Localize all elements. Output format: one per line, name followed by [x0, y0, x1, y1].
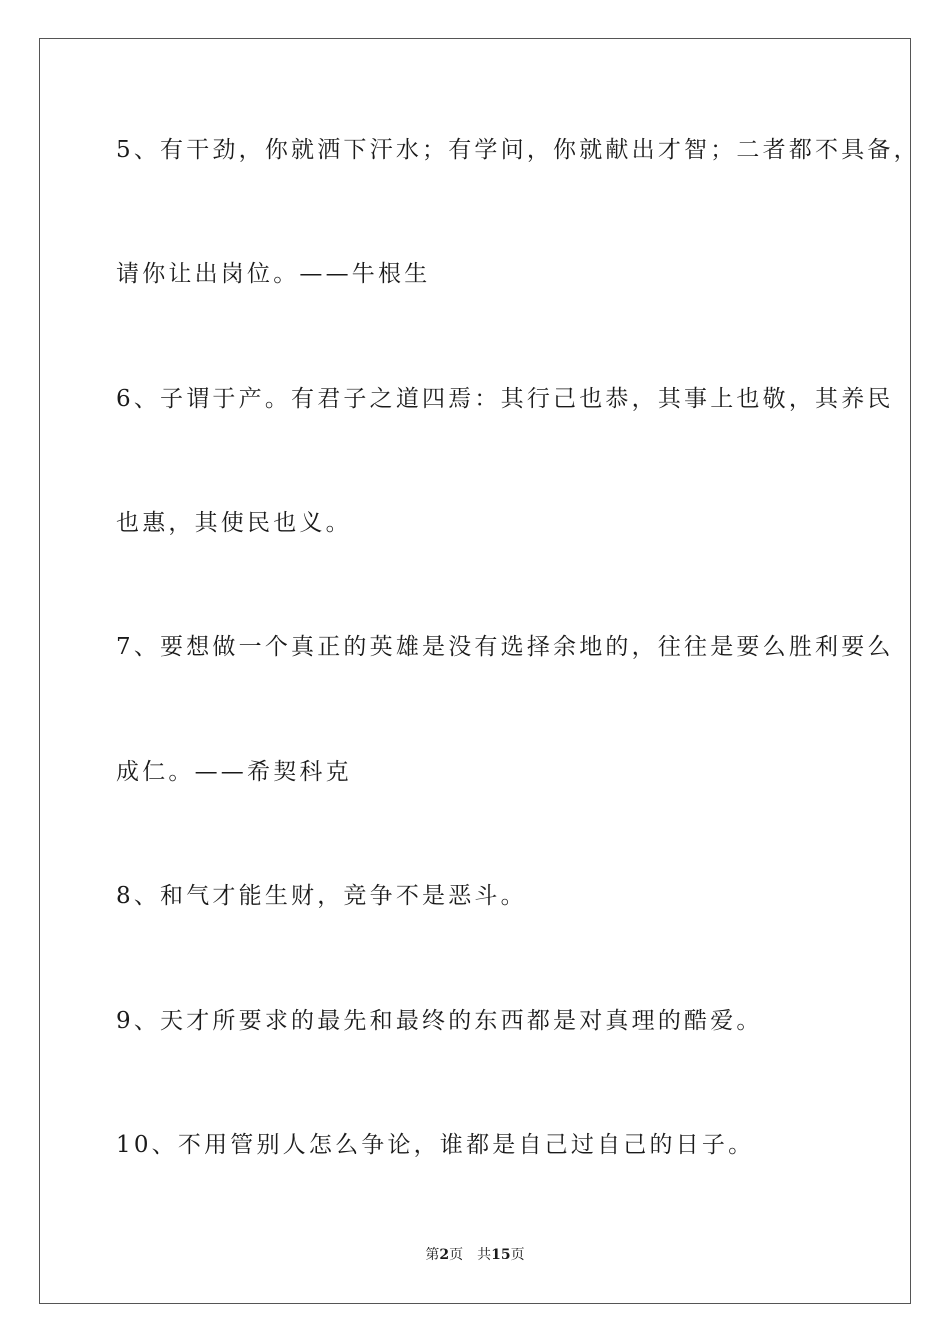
paragraph-5-line-1: 5、有干劲，你就洒下汗水；有学问，你就献出才智；二者都不具备， — [116, 137, 920, 163]
paragraph-5-line-2: 请你让出岗位。——牛根生 — [116, 261, 431, 287]
paragraph-7-line-2: 成仁。——希契科克 — [116, 759, 352, 785]
current-page-number: 2 — [439, 1247, 450, 1263]
paragraph-6-line-1: 6、子谓于产。有君子之道四焉：其行己也恭，其事上也敬，其养民 — [116, 386, 894, 412]
paragraph-8-line-1: 8、和气才能生财，竞争不是恶斗。 — [116, 883, 527, 909]
page-suffix: 页 — [449, 1247, 464, 1263]
paragraph-9-line-1: 9、天才所要求的最先和最终的东西都是对真理的酷爱。 — [116, 1008, 763, 1034]
paragraph-10-line-1: 10、不用管别人怎么争论，谁都是自己过自己的日子。 — [116, 1132, 755, 1158]
paragraph-7-line-1: 7、要想做一个真正的英雄是没有选择余地的，往往是要么胜利要么 — [116, 634, 894, 660]
page-border — [39, 38, 911, 1304]
paragraph-6-line-2: 也惠，其使民也义。 — [116, 510, 352, 536]
total-page-count: 15 — [491, 1247, 511, 1263]
total-prefix: 共 — [477, 1247, 492, 1263]
page-footer — [0, 1245, 950, 1265]
page-prefix: 第 — [425, 1247, 440, 1263]
total-suffix: 页 — [510, 1247, 525, 1263]
